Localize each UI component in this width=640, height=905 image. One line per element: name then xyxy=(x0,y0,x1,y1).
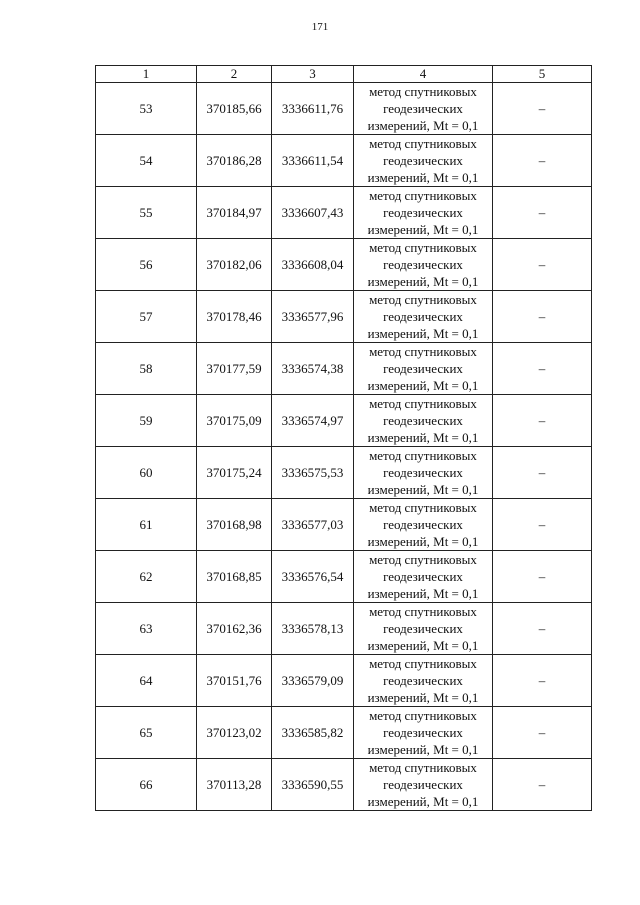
header-cell: 2 xyxy=(197,66,272,83)
x-coordinate-cell: 370123,02 xyxy=(197,707,272,759)
method-cell xyxy=(354,759,493,811)
method-line: метод спутниковых xyxy=(369,448,477,463)
method-cell xyxy=(354,603,493,655)
method-line: метод спутниковых xyxy=(369,344,477,359)
point-number-cell: 59 xyxy=(96,395,197,447)
method-line: метод спутниковых xyxy=(369,396,477,411)
method-line: геодезических xyxy=(383,257,463,272)
note-cell: – xyxy=(493,343,592,395)
method-line: измерений, Mt = 0,1 xyxy=(367,742,479,757)
y-coordinate-cell: 3336585,82 xyxy=(272,707,354,759)
x-coordinate-cell: 370162,36 xyxy=(197,603,272,655)
method-cell xyxy=(354,499,493,551)
method-line: измерений, Mt = 0,1 xyxy=(367,638,479,653)
y-coordinate-cell: 3336577,03 xyxy=(272,499,354,551)
table-row xyxy=(96,447,592,499)
x-coordinate-cell: 370185,66 xyxy=(197,83,272,135)
note-cell: – xyxy=(493,603,592,655)
method-line: геодезических xyxy=(383,205,463,220)
table-body xyxy=(96,83,592,811)
y-coordinate-cell: 3336611,76 xyxy=(272,83,354,135)
method-line: измерений, Mt = 0,1 xyxy=(367,794,479,809)
x-coordinate-cell: 370182,06 xyxy=(197,239,272,291)
y-coordinate-cell: 3336577,96 xyxy=(272,291,354,343)
y-coordinate-cell: 3336608,04 xyxy=(272,239,354,291)
y-coordinate-cell: 3336574,97 xyxy=(272,395,354,447)
note-cell: – xyxy=(493,447,592,499)
table-row xyxy=(96,655,592,707)
table-row xyxy=(96,395,592,447)
note-cell: – xyxy=(493,135,592,187)
method-line: метод спутниковых xyxy=(369,552,477,567)
x-coordinate-cell: 370168,98 xyxy=(197,499,272,551)
point-number-cell: 56 xyxy=(96,239,197,291)
method-line: метод спутниковых xyxy=(369,84,477,99)
method-line: метод спутниковых xyxy=(369,292,477,307)
method-line: метод спутниковых xyxy=(369,500,477,515)
method-line: измерений, Mt = 0,1 xyxy=(367,430,479,445)
point-number-cell: 60 xyxy=(96,447,197,499)
y-coordinate-cell: 3336574,38 xyxy=(272,343,354,395)
note-cell: – xyxy=(493,291,592,343)
method-line: измерений, Mt = 0,1 xyxy=(367,170,479,185)
method-line: геодезических xyxy=(383,777,463,792)
note-cell: – xyxy=(493,239,592,291)
table-row xyxy=(96,759,592,811)
method-line: метод спутниковых xyxy=(369,708,477,723)
point-number-cell: 58 xyxy=(96,343,197,395)
note-cell: – xyxy=(493,655,592,707)
method-line: геодезических xyxy=(383,153,463,168)
method-cell xyxy=(354,655,493,707)
y-coordinate-cell: 3336576,54 xyxy=(272,551,354,603)
method-line: геодезических xyxy=(383,569,463,584)
point-number-cell: 66 xyxy=(96,759,197,811)
note-cell: – xyxy=(493,759,592,811)
method-cell xyxy=(354,135,493,187)
note-cell: – xyxy=(493,707,592,759)
x-coordinate-cell: 370184,97 xyxy=(197,187,272,239)
table-row xyxy=(96,187,592,239)
table-row xyxy=(96,239,592,291)
note-cell: – xyxy=(493,551,592,603)
method-line: метод спутниковых xyxy=(369,188,477,203)
method-line: геодезических xyxy=(383,465,463,480)
method-line: измерений, Mt = 0,1 xyxy=(367,586,479,601)
table-row xyxy=(96,499,592,551)
method-line: метод спутниковых xyxy=(369,136,477,151)
y-coordinate-cell: 3336579,09 xyxy=(272,655,354,707)
note-cell: – xyxy=(493,499,592,551)
point-number-cell: 61 xyxy=(96,499,197,551)
table-row xyxy=(96,343,592,395)
x-coordinate-cell: 370186,28 xyxy=(197,135,272,187)
method-line: геодезических xyxy=(383,361,463,376)
table-header-row xyxy=(96,66,592,83)
x-coordinate-cell: 370175,09 xyxy=(197,395,272,447)
method-line: метод спутниковых xyxy=(369,240,477,255)
method-line: геодезических xyxy=(383,309,463,324)
table-row xyxy=(96,603,592,655)
page-number: 171 xyxy=(311,21,329,33)
method-line: геодезических xyxy=(383,673,463,688)
method-cell xyxy=(354,551,493,603)
method-cell xyxy=(354,239,493,291)
header-cell: 3 xyxy=(272,66,354,83)
y-coordinate-cell: 3336611,54 xyxy=(272,135,354,187)
method-line: измерений, Mt = 0,1 xyxy=(367,378,479,393)
method-line: измерений, Mt = 0,1 xyxy=(367,326,479,341)
x-coordinate-cell: 370178,46 xyxy=(197,291,272,343)
method-line: геодезических xyxy=(383,413,463,428)
point-number-cell: 63 xyxy=(96,603,197,655)
table-row xyxy=(96,551,592,603)
note-cell: – xyxy=(493,187,592,239)
y-coordinate-cell: 3336578,13 xyxy=(272,603,354,655)
method-cell xyxy=(354,343,493,395)
method-cell xyxy=(354,707,493,759)
y-coordinate-cell: 3336590,55 xyxy=(272,759,354,811)
note-cell: – xyxy=(493,395,592,447)
method-line: измерений, Mt = 0,1 xyxy=(367,274,479,289)
header-cell: 1 xyxy=(96,66,197,83)
table-row xyxy=(96,135,592,187)
method-cell xyxy=(354,395,493,447)
method-line: геодезических xyxy=(383,101,463,116)
point-number-cell: 62 xyxy=(96,551,197,603)
note-cell: – xyxy=(493,83,592,135)
method-line: метод спутниковых xyxy=(369,760,477,775)
method-cell xyxy=(354,83,493,135)
method-line: геодезических xyxy=(383,517,463,532)
header-cell: 4 xyxy=(354,66,493,83)
coordinates-table xyxy=(95,65,592,811)
method-line: измерений, Mt = 0,1 xyxy=(367,222,479,237)
method-line: измерений, Mt = 0,1 xyxy=(367,482,479,497)
method-line: метод спутниковых xyxy=(369,604,477,619)
method-cell xyxy=(354,291,493,343)
table-row xyxy=(96,707,592,759)
point-number-cell: 65 xyxy=(96,707,197,759)
method-line: измерений, Mt = 0,1 xyxy=(367,118,479,133)
x-coordinate-cell: 370177,59 xyxy=(197,343,272,395)
table-row xyxy=(96,291,592,343)
point-number-cell: 64 xyxy=(96,655,197,707)
x-coordinate-cell: 370168,85 xyxy=(197,551,272,603)
method-line: измерений, Mt = 0,1 xyxy=(367,534,479,549)
y-coordinate-cell: 3336607,43 xyxy=(272,187,354,239)
x-coordinate-cell: 370175,24 xyxy=(197,447,272,499)
method-line: геодезических xyxy=(383,621,463,636)
point-number-cell: 53 xyxy=(96,83,197,135)
method-line: метод спутниковых xyxy=(369,656,477,671)
method-line: геодезических xyxy=(383,725,463,740)
point-number-cell: 55 xyxy=(96,187,197,239)
x-coordinate-cell: 370151,76 xyxy=(197,655,272,707)
x-coordinate-cell: 370113,28 xyxy=(197,759,272,811)
y-coordinate-cell: 3336575,53 xyxy=(272,447,354,499)
table-row xyxy=(96,83,592,135)
method-cell xyxy=(354,187,493,239)
method-line: измерений, Mt = 0,1 xyxy=(367,690,479,705)
header-cell: 5 xyxy=(493,66,592,83)
point-number-cell: 57 xyxy=(96,291,197,343)
point-number-cell: 54 xyxy=(96,135,197,187)
method-cell xyxy=(354,447,493,499)
